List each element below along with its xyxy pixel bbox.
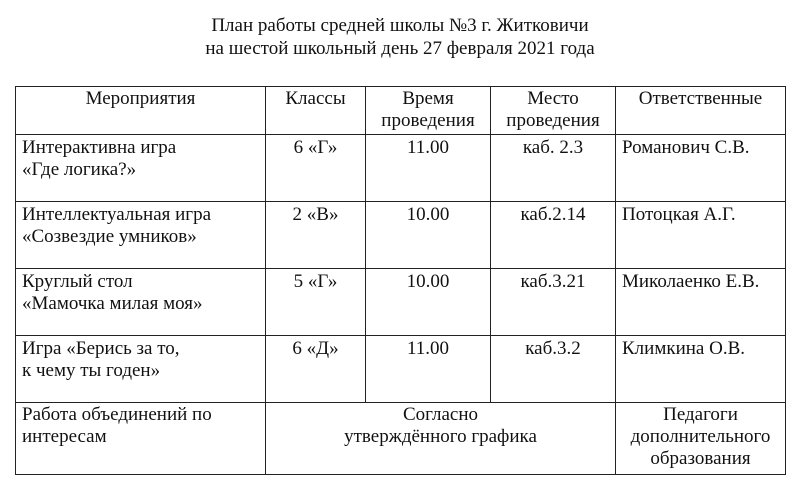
time-cell: 11.00 <box>366 135 491 202</box>
title-line-2: на шестой школьный день 27 февраля 2021 года <box>205 38 595 59</box>
event-cell: Работа объединений по интересам <box>16 403 266 475</box>
header-time: Время проведения <box>366 87 491 135</box>
event-cell: Игра «Берись за то, к чему ты годен» <box>16 336 266 403</box>
classes-cell: 2 «В» <box>266 202 366 269</box>
responsible-cell: Климкина О.В. <box>616 336 786 403</box>
table-row <box>16 269 786 336</box>
time-cell: 10.00 <box>366 202 491 269</box>
table-header-row <box>16 87 786 135</box>
document-title <box>0 14 800 60</box>
time-cell: 10.00 <box>366 269 491 336</box>
responsible-cell: Миколаенко Е.В. <box>616 269 786 336</box>
schedule-note-cell: Согласно утверждённого графика <box>266 403 616 475</box>
table-row <box>16 135 786 202</box>
place-cell: каб.2.14 <box>491 202 616 269</box>
responsible-cell: Педагоги дополнительного образования <box>616 403 786 475</box>
place-cell: каб.3.21 <box>491 269 616 336</box>
header-place: Место проведения <box>491 87 616 135</box>
classes-cell: 6 «Д» <box>266 336 366 403</box>
classes-cell: 5 «Г» <box>266 269 366 336</box>
header-responsible: Ответственные <box>616 87 786 135</box>
event-cell: Интеллектуальная игра «Созвездие умников» <box>16 202 266 269</box>
table-row <box>16 336 786 403</box>
responsible-cell: Потоцкая А.Г. <box>616 202 786 269</box>
header-events: Мероприятия <box>16 87 266 135</box>
responsible-cell: Романович С.В. <box>616 135 786 202</box>
place-cell: каб. 2.3 <box>491 135 616 202</box>
header-classes: Классы <box>266 87 366 135</box>
event-cell: Круглый стол «Мамочка милая моя» <box>16 269 266 336</box>
classes-cell: 6 «Г» <box>266 135 366 202</box>
table-row-final <box>16 403 786 475</box>
title-line-1: План работы средней школы №3 г. Житковичи <box>211 15 589 36</box>
time-cell: 11.00 <box>366 336 491 403</box>
schedule-table <box>15 86 786 475</box>
table-row <box>16 202 786 269</box>
place-cell: каб.3.2 <box>491 336 616 403</box>
event-cell: Интерактивна игра «Где логика?» <box>16 135 266 202</box>
